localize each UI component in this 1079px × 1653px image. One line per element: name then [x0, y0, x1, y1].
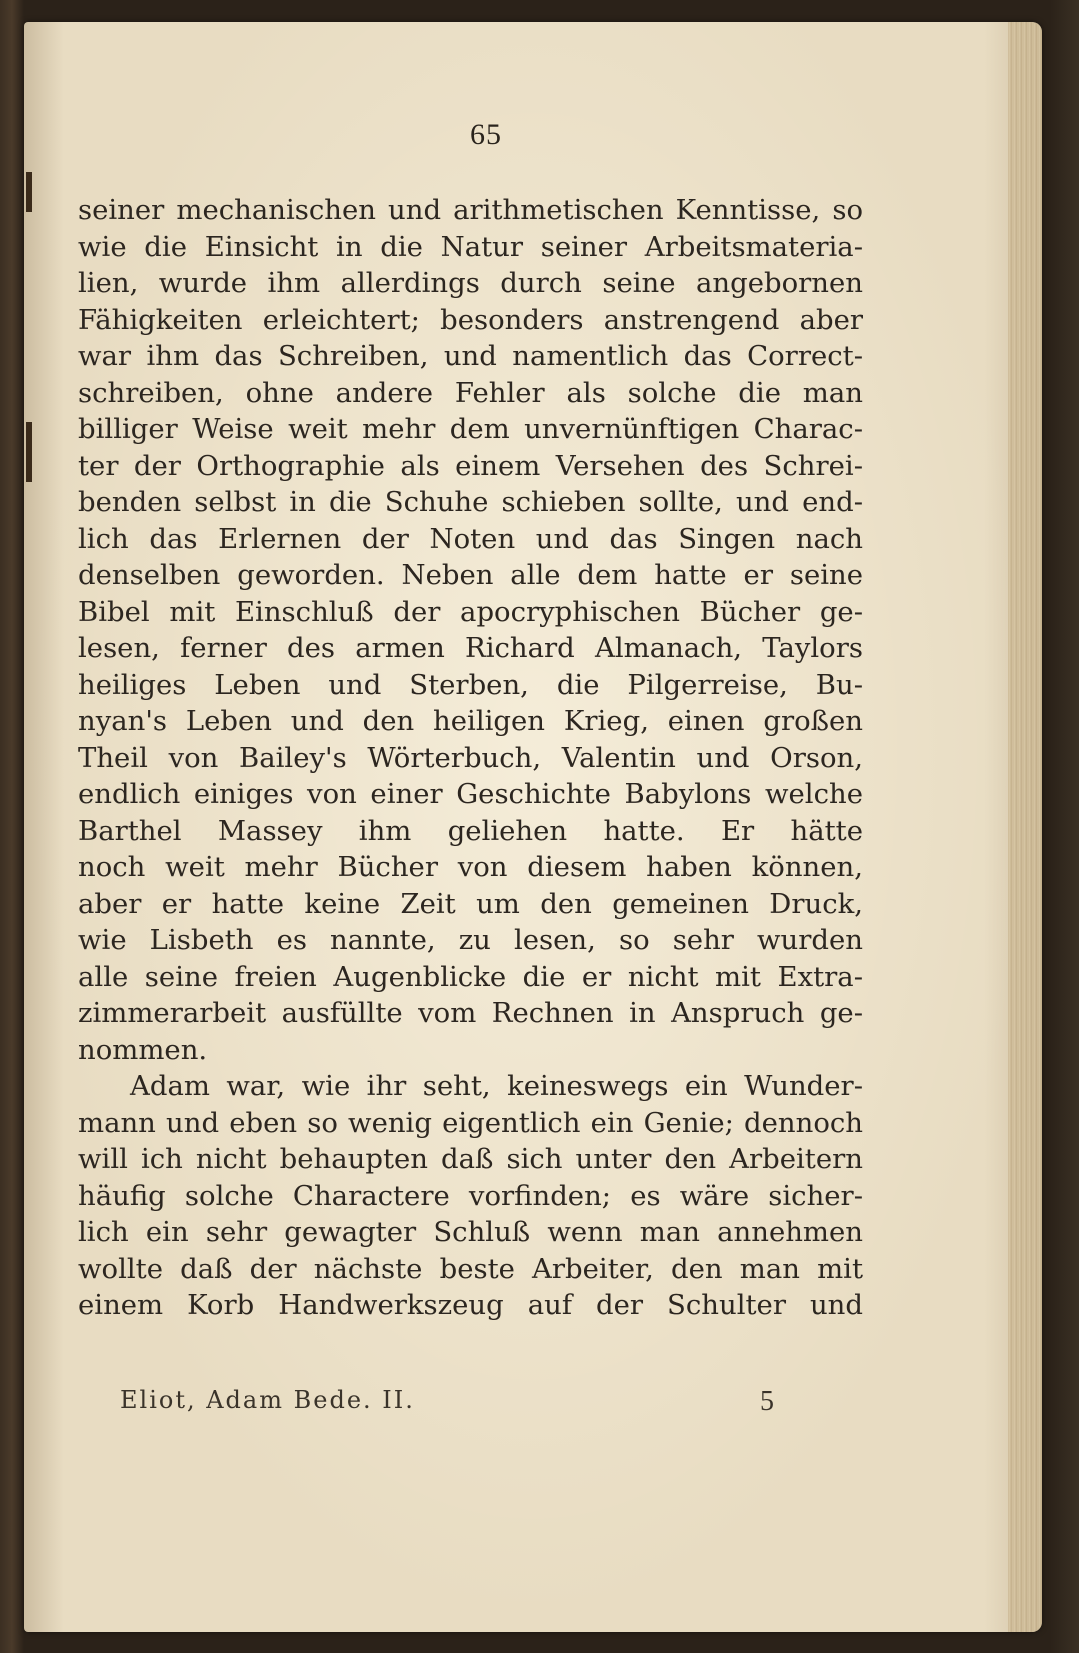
text-line: Barthel Massey ihm geliehen hatte. Er hätte [78, 814, 863, 847]
text-line: billiger Weise weit mehr dem unvernünftigen Charac- [78, 413, 863, 445]
text-line: war ihm das Schreiben, und namentlich das Correct- [78, 340, 863, 372]
text-line: endlich einiges von einer Geschichte Babylons welche [78, 778, 863, 810]
text-line: lich das Erlernen der Noten und das Singen nach [78, 522, 863, 555]
body-text [78, 192, 863, 1324]
text-line: häufig solche Charactere vorfinden; es wäre sicher- [78, 1179, 863, 1212]
text-line: lien, wurde ihm allerdings durch seine angebornen [78, 267, 863, 299]
text-line: denselben geworden. Neben alle dem hatte er seine [78, 559, 863, 591]
text-line: Bibel mit Einschluß der apocryphischen Bücher ge- [78, 595, 863, 628]
text-line: will ich nicht behaupten daß sich unter den Arbeitern [78, 1143, 863, 1175]
footer-signature: Eliot, Adam Bede. II. [120, 1386, 415, 1414]
text-line: benden selbst in die Schuhe schieben sollte, und end- [78, 486, 863, 518]
text-line: schreiben, ohne andere Fehler als solche die man [78, 376, 863, 409]
footer-sheet-number: 5 [760, 1386, 774, 1417]
text-line: wie die Einsicht in die Natur seiner Arbeitsmateria- [78, 230, 863, 263]
page-edge-stack [1008, 22, 1042, 1632]
text-line: aber er hatte keine Zeit um den gemeinen Druck, [78, 887, 863, 920]
text-line: Fähigkeiten erleichtert; besonders anstrengend aber [78, 303, 863, 336]
page-number: 65 [470, 118, 502, 151]
binding-mark [26, 172, 32, 212]
text-line: seiner mechanischen und arithmetischen Kenntisse, so [78, 194, 863, 226]
text-line: nommen. [78, 1033, 208, 1066]
text-line: alle seine freien Augenblicke die er nicht mit Extra- [78, 960, 863, 993]
text-line: heiliges Leben und Sterben, die Pilgerreise, Bu- [78, 668, 863, 701]
binding-mark [26, 422, 32, 482]
text-line: nyan's Leben und den heiligen Krieg, einen großen [78, 705, 863, 737]
text-line: noch weit mehr Bücher von diesem haben können, [78, 851, 863, 883]
text-line: einem Korb Handwerkszeug auf der Schulter und [78, 1289, 863, 1321]
text-line: Adam war, wie ihr seht, keineswegs ein Wunder- [130, 1070, 863, 1102]
text-line: wollte daß der nächste beste Arbeiter, den man mit [78, 1252, 863, 1285]
text-line: ter der Orthographie als einem Versehen des Schrei- [78, 449, 863, 482]
text-line: mann und eben so wenig eigentlich ein Genie; dennoch [78, 1106, 863, 1139]
text-line: zimmerarbeit ausfüllte vom Rechnen in Anspruch ge- [78, 997, 863, 1029]
text-line: lesen, ferner des armen Richard Almanach, Taylors [78, 632, 863, 664]
text-line: wie Lisbeth es nannte, zu lesen, so sehr wurden [78, 924, 863, 956]
text-line: lich ein sehr gewagter Schluß wenn man annehmen [78, 1216, 863, 1248]
text-line: Theil von Bailey's Wörterbuch, Valentin und Orson, [78, 741, 863, 774]
